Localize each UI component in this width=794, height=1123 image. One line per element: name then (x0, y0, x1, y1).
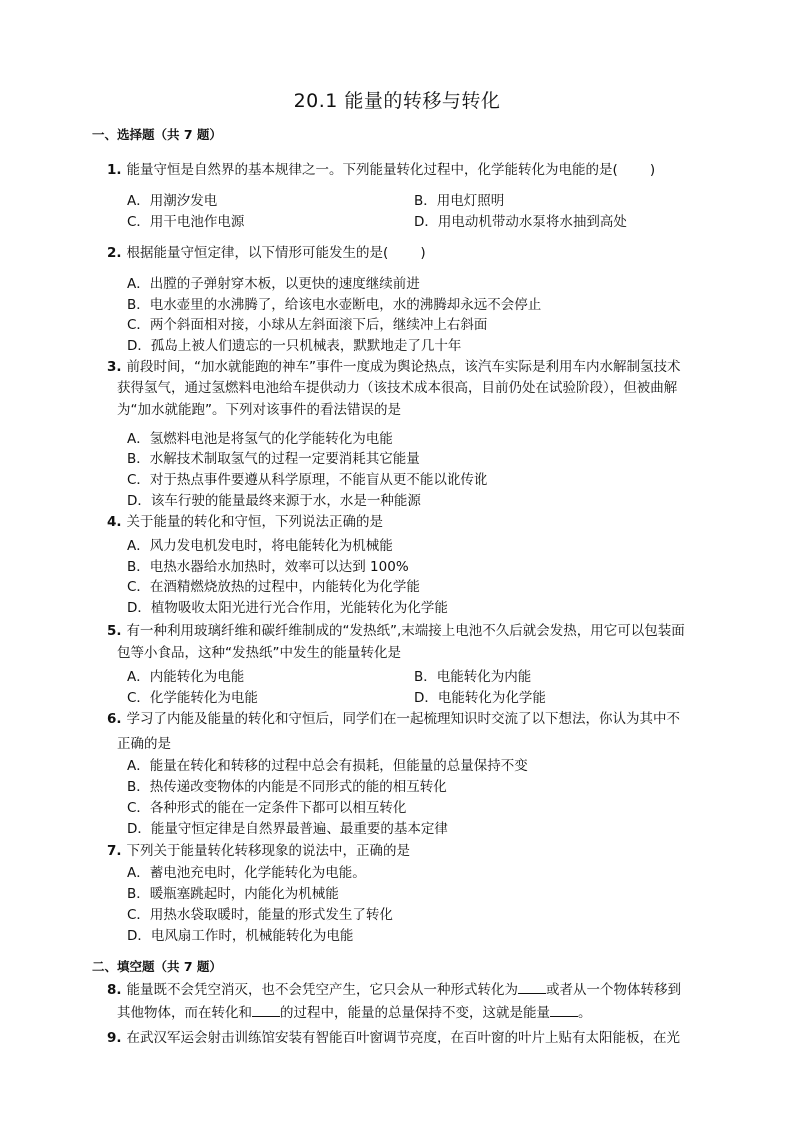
question-number: 9. (107, 1030, 122, 1046)
option-a: A．蓄电池充电时，化学能转化为电能。 (127, 865, 366, 881)
question-2 (107, 243, 707, 264)
question-9 (107, 1028, 717, 1049)
answer-blank-2[interactable] (252, 1002, 280, 1017)
option-d: D．能量守恒定律是自然界最普遍、最重要的基本定律 (127, 821, 448, 837)
option-a: A．内能转化为电能 (127, 669, 245, 685)
question-5 (107, 621, 707, 642)
option-a: A．能量在转化和转移的过程中总会有损耗，但能量的总量保持不变 (127, 758, 528, 774)
question-8-line-2 (117, 1002, 592, 1023)
option-a: A．风力发电机发电时，将电能转化为机械能 (127, 538, 393, 554)
option-d: D．电风扇工作时，机械能转化为电能 (127, 928, 354, 944)
option-d: D．孤岛上被人们遗忘的一只机械表，默默地走了几十年 (127, 338, 462, 354)
option-b: B．水解技术制取氢气的过程一定要消耗其它能量 (127, 451, 420, 467)
option-b: B．电能转化为内能 (414, 669, 532, 685)
question-text-part-5: 。 (578, 1005, 592, 1021)
question-number: 1. (107, 162, 122, 178)
question-text-part-3: 其他物体，而在转化和 (117, 1005, 252, 1021)
option-d: D．植物吸收太阳光进行光合作用，光能转化为化学能 (127, 600, 448, 616)
option-a: A．氢燃料电池是将氢气的化学能转化为电能 (127, 431, 393, 447)
question-stem-end: ) (420, 245, 426, 261)
question-line-2: 正确的是 (117, 736, 171, 752)
page-title: 20.1 能量的转移与转化 (293, 90, 501, 112)
question-stem: 根据能量守恒定律，以下情形可能发生的是( (126, 245, 389, 261)
question-line-1: 前段时间，“加水就能跑的神车”事件一度成为舆论热点，该汽车实际是利用车内水解制氢技术 (126, 359, 681, 375)
question-8 (107, 979, 717, 1001)
question-number: 2. (107, 245, 122, 261)
option-b: B．电水壶里的水沸腾了，给该电水壶断电，水的沸腾却永远不会停止 (127, 297, 542, 313)
option-c: C．用干电池作电源 (127, 214, 245, 230)
answer-blank-3[interactable] (550, 1002, 578, 1017)
option-b: B．暖瓶塞跳起时，内能化为机械能 (127, 886, 339, 902)
question-line-1: 有一种利用玻璃纤维和碳纤维制成的“发热纸”,末端接上电池不久后就会发热，用它可以包装面 (126, 623, 685, 639)
section-heading-fill: 二、填空题（共 7 题） (92, 959, 222, 974)
question-number: 3. (107, 359, 122, 375)
question-line-1: 学习了内能及能量的转化和守恒后，同学们在一起梳理知识时交流了以下想法，你认为其中不 (126, 711, 681, 727)
option-c: C．化学能转化为电能 (127, 690, 258, 706)
question-number: 8. (107, 982, 122, 998)
option-d: D．电能转化为化学能 (414, 690, 546, 706)
question-number: 5. (107, 623, 122, 639)
question-line-1: 在武汉军运会射击训练馆安装有智能百叶窗调节亮度，在百叶窗的叶片上贴有太阳能板，在光 (126, 1030, 681, 1046)
question-7 (107, 841, 707, 862)
option-b: B．热传递改变物体的内能是不同形式的能的相互转化 (127, 779, 447, 795)
option-d: D．用电动机带动水泵将水抽到高处 (414, 214, 627, 230)
option-a: A．出膛的子弹射穿木板，以更快的速度继续前进 (127, 276, 420, 292)
section-heading-choice: 一、选择题（共 7 题） (92, 127, 222, 142)
question-number: 4. (107, 514, 122, 530)
question-4 (107, 512, 707, 533)
option-b: B．电热水器给水加热时，效率可以达到 100% (127, 559, 409, 575)
answer-blank-1[interactable] (518, 979, 546, 994)
question-text-part-4: 的过程中，能量的总量保持不变，这就是能量 (280, 1005, 550, 1021)
question-stem-end: ) (649, 162, 656, 178)
option-c: C．在酒精燃烧放热的过程中，内能转化为化学能 (127, 579, 420, 595)
option-d: D．该车行驶的能量最终来源于水，水是一种能源 (127, 493, 421, 509)
question-text-part-2: 或者从一个物体转移到 (546, 982, 682, 998)
question-stem: 能量守恒是自然界的基本规律之一。下列能量转化过程中，化学能转化为电能的是( (126, 162, 618, 178)
question-line-2: 包等小食品，这种“发热纸”中发生的能量转化是 (117, 645, 401, 661)
option-c: C．两个斜面相对接，小球从左斜面滚下后，继续冲上右斜面 (127, 317, 488, 333)
option-c: C．用热水袋取暖时，能量的形式发生了转化 (127, 907, 393, 923)
question-1 (107, 160, 707, 181)
question-stem: 下列关于能量转化转移现象的说法中，正确的是 (126, 843, 411, 859)
option-a: A．用潮汐发电 (127, 193, 218, 209)
question-3 (107, 357, 707, 378)
option-c: C．各种形式的能在一定条件下都可以相互转化 (127, 800, 407, 816)
question-number: 6. (107, 711, 122, 727)
question-line-3: 为“加水就能跑”。下列对该事件的看法错误的是 (117, 402, 401, 418)
question-number: 7. (107, 843, 122, 859)
question-line-2: 获得氢气，通过氢燃料电池给车提供动力（该技术成本很高，目前仍处在试验阶段），但被曲解 (117, 380, 678, 396)
option-b: B．用电灯照明 (414, 193, 505, 209)
option-c: C．对于热点事件要遵从科学原理，不能盲从更不能以讹传讹 (127, 472, 488, 488)
question-text-part-1: 能量既不会凭空消灭，也不会凭空产生，它只会从一种形式转化为 (126, 982, 519, 998)
question-stem: 关于能量的转化和守恒，下列说法正确的是 (126, 514, 384, 530)
question-6 (107, 709, 707, 730)
